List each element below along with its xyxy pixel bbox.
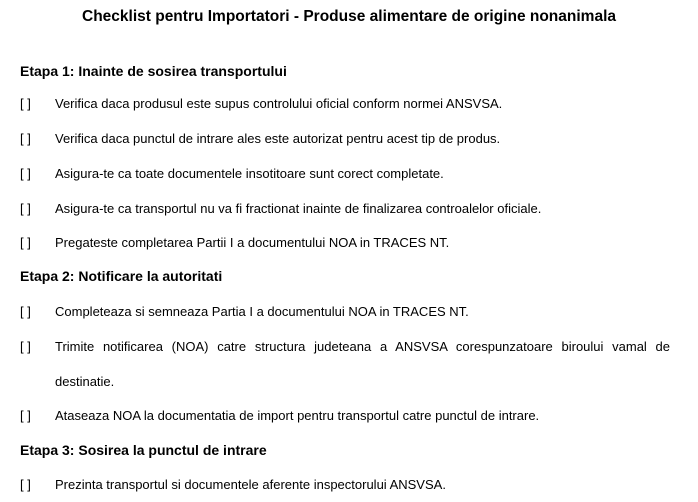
document-title: Checklist pentru Importatori - Produse alimentare de origine nonanimala: [82, 8, 616, 25]
checkbox[interactable]: [ ]: [20, 235, 31, 250]
checkbox[interactable]: [ ]: [20, 477, 31, 492]
checkbox[interactable]: [ ]: [20, 201, 31, 216]
checkbox[interactable]: [ ]: [20, 131, 31, 146]
checklist-item-text: Pregateste completarea Partii I a documentului NOA in TRACES NT.: [55, 235, 450, 250]
checkbox[interactable]: [ ]: [20, 304, 31, 319]
section-heading-etapa-2: Etapa 2: Notificare la autoritati: [20, 268, 223, 284]
checkbox[interactable]: [ ]: [20, 96, 31, 111]
checklist-item-text: Asigura-te ca transportul nu va fi fractionat inainte de finalizarea controalelor oficiale.: [55, 201, 542, 216]
checklist-item-text: Asigura-te ca toate documentele insotitoare sunt corect completate.: [55, 166, 444, 181]
checklist-item: [20, 329, 670, 399]
checklist-item-text: Ataseaza NOA la documentatia de import pentru transportul catre punctul de intrare.: [55, 408, 540, 423]
checklist-item-text: Verifica daca produsul este supus controlului oficial conform normei ANSVSA.: [55, 96, 503, 111]
section-heading-etapa-3: Etapa 3: Sosirea la punctul de intrare: [20, 442, 267, 458]
checklist-item-text: Prezinta transportul si documentele aferente inspectorului ANSVSA.: [55, 477, 446, 492]
checklist-item: [20, 467, 670, 502]
checkbox[interactable]: [ ]: [20, 166, 31, 181]
checklist-item: [20, 86, 670, 121]
checklist-item: [20, 398, 670, 433]
checklist-item-text: Trimite notificarea (NOA) catre structura judeteana a ANSVSA corespunzatoare biroului vamal de destinatie.: [55, 339, 670, 389]
checklist-item: [20, 191, 670, 226]
checkbox[interactable]: [ ]: [20, 339, 31, 354]
checklist-item: [20, 225, 670, 260]
checklist-item: [20, 121, 670, 156]
checklist-item-text: Verifica daca punctul de intrare ales este autorizat pentru acest tip de produs.: [55, 131, 501, 146]
checklist-item: [20, 156, 670, 191]
checkbox[interactable]: [ ]: [20, 408, 31, 423]
checklist-item-text: Completeaza si semneaza Partia I a documentului NOA in TRACES NT.: [55, 304, 469, 319]
section-heading-etapa-1: Etapa 1: Inainte de sosirea transportului: [20, 63, 287, 79]
checklist-item: [20, 294, 670, 329]
